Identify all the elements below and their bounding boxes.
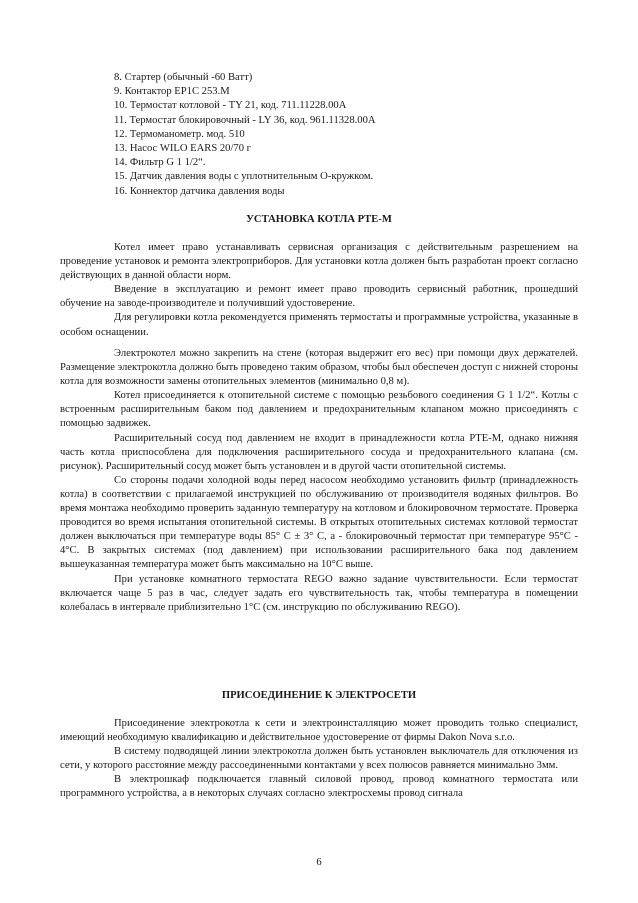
installation-intro — [60, 241, 578, 340]
paragraph: Котел присоединяется к отопительной системе с помощью резьбового соединения G 1 1/2“. Котлы с встроенным расширительным баком под давлением и предохранительным клапаном можно присоединять с помощью задвижек. — [60, 390, 578, 430]
paragraph: Котел имеет право устанавливать сервисная организация с действительным разрешением на проведение установок и ремонта электроприборов. Для установки котла должен быть разработан проект согласно действующих в данной области норм. — [60, 242, 578, 282]
paragraph: Для регулировки котла рекомендуется применять термостаты и программные устройства, указанные в особом оснащении. — [60, 312, 578, 338]
paragraph: Введение в эксплуатацию и ремонт имеет право проводить сервисный работник, прошедший обучение на заводе-производителе и получивший удостоверение. — [60, 284, 578, 310]
list-item: 14. Фильтр G 1 1/2“. — [114, 157, 206, 169]
paragraph: Присоединение электрокотла к сети и электроинсталляцию может проводить только специалист, имеющий необходимую квалификацию и действительное удостоверение от фирмы Dakon Nova s.r.o. — [60, 718, 578, 744]
list-item: 13. Насос WILO EARS 20/70 г — [114, 142, 252, 154]
paragraph: В систему подводящей линии электрокотла должен быть установлен выключатель для отключения из сети, у которого расстояние между рассоединенными контактами у всех полюсов равняется минимально 3мм. — [60, 746, 578, 772]
paragraph: При установке комнатного термостата REGO важно задание чувствительности. Если термостат включается чаще 5 раз в час, следует задать его чувствительность так, чтобы температура в помещении колебалась в интервале приблизительно 1°C (см. инструкцию по обслуживанию REGO). — [60, 573, 578, 613]
list-item: 10. Термостат котловой - TY 21, код. 711.11228.00A — [114, 100, 347, 112]
list-item: 11. Термостат блокировочный - LY 36, код. 961.11328.00A — [114, 114, 376, 126]
section-heading-electrical: ПРИСОЕДИНЕНИЕ К ЭЛЕКТРОСЕТИ — [221, 690, 417, 701]
parts-list — [114, 71, 376, 199]
list-item: 15. Датчик давления воды с уплотнительным O-кружком. — [114, 171, 374, 183]
paragraph: Со стороны подачи холодной воды перед насосом необходимо установить фильтр (принадлежность котла) в соответствии с прилагаемой инструкцией по обслуживанию от производителя водяных фильтров. Во время монтажа необходимо проверить заданную температуру на котловом и блокировочном термостате. Проверка проводится во время испытания отопительной системы. В открытых отопительных системах котловой термостат должен выключаться при температуре воды 85° C ± 3° C, а - блокировочный термостат при температуре 95°C - 4°C. В закрытых системах (под давлением) при использовании расширительного бака под давлением вышеуказанная температура может быть максимально на 10°C выше. — [60, 474, 578, 571]
paragraph: В электрошкаф подключается главный силовой провод, провод комнатного термостата или программного устройства, а в некоторых случаях согласно электросхемы провод сигнала — [60, 774, 578, 800]
page-number: 6 — [316, 857, 322, 868]
list-item: 16. Коннектор датчика давления воды — [114, 185, 285, 197]
electrical-connection — [60, 717, 578, 802]
list-item: 12. Термоманометр. мод. 510 — [114, 128, 245, 140]
section-heading-installation: УСТАНОВКА КОТЛА PTE-M — [246, 214, 392, 225]
list-item: 9. Контактор EP1C 253.M — [114, 86, 230, 98]
list-item: 8. Стартер (обычный -60 Ватт) — [114, 72, 253, 83]
paragraph: Электрокотел можно закрепить на стене (которая выдержит его вес) при помощи двух держателей. Размещение электрокотла должно быть проведено таким образом, чтобы был обеспечен доступ с нижней стороны котла для возможности замены отопительных элементов (минимально 0,8 м). — [60, 348, 578, 388]
paragraph: Расширительный сосуд под давлением не входит в принадлежности котла PTE-M, однако нижняя часть котла приспособлена для подключения расширительного сосуда и предохранительного клапана (см. рисунок). Расширительный сосуд может быть установлен и в другой части отопительной системы. — [60, 432, 578, 472]
installation-details — [60, 347, 578, 615]
